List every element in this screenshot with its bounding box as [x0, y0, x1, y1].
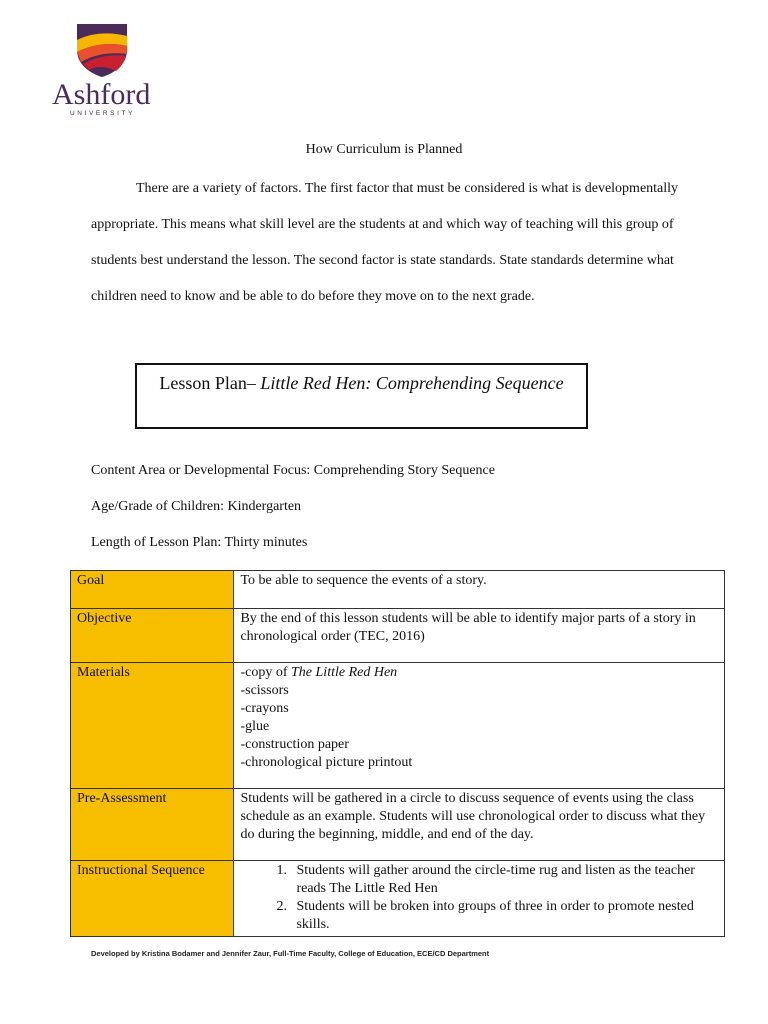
logo-wordmark: Ashford [52, 78, 151, 111]
list-item: -glue [240, 719, 270, 734]
table-row [71, 609, 725, 663]
footer-credit: Developed by Kristina Bodamer and Jennifer Zaur, Full-Time Faculty, College of Education, ECE/CD Department [91, 949, 490, 958]
instructional-steps [240, 862, 718, 934]
lesson-plan-heading [135, 363, 588, 429]
goal-value: To be able to sequence the events of a story. [234, 571, 725, 609]
document-title: How Curriculum is Planned [305, 142, 463, 157]
instructional-sequence-value [234, 861, 725, 937]
intro-paragraph-text: There are a variety of factors. The first factor that must be considered is what is developmentally appropriate. This means what skill level are the students at and which way of teaching will this group of students best understand the lesson. The second factor is state standards. State standards determine what children need to know and be able to do before they move on to the next grade. [91, 181, 679, 304]
list-item [240, 664, 718, 682]
list-item: -crayons [240, 701, 289, 716]
materials-label: Materials [71, 663, 234, 789]
lesson-plan-heading-prefix: Lesson Plan– [159, 373, 261, 393]
pre-assessment-value: Students will be gathered in a circle to discuss sequence of events using the class schedule as an example. Students will use chronological order to discuss what they do during the beginning, middle, and end of the day. [234, 789, 725, 861]
content-area: Content Area or Developmental Focus: Comprehending Story Sequence [91, 463, 495, 478]
lesson-plan-heading-title: Little Red Hen: Comprehending Sequence [260, 373, 564, 393]
instructional-sequence-label: Instructional Sequence [71, 861, 234, 937]
logo-subtitle: UNIVERSITY [70, 110, 136, 117]
shield-icon [75, 22, 129, 78]
list-item: -construction paper [240, 737, 349, 752]
table-row [71, 789, 725, 861]
lesson-length: Length of Lesson Plan: Thirty minutes [91, 535, 308, 550]
table-row [71, 571, 725, 609]
table-row [71, 663, 725, 789]
intro-paragraph [91, 171, 681, 315]
list-item: -scissors [240, 683, 289, 698]
objective-value: By the end of this lesson students will be able to identify major parts of a story in chronological order (TEC, 2016) [234, 609, 725, 663]
table-row [71, 861, 725, 937]
goal-label: Goal [71, 571, 234, 609]
age-grade: Age/Grade of Children: Kindergarten [91, 499, 302, 514]
objective-label: Objective [71, 609, 234, 663]
list-item: 2. Students will be broken into groups of three in order to promote nested skills. [290, 898, 718, 934]
lesson-plan-table [70, 570, 725, 937]
materials-value [234, 663, 725, 789]
material-prefix: -copy of [240, 665, 292, 680]
material-book-title: The Little Red Hen [291, 665, 398, 680]
pre-assessment-label: Pre-Assessment [71, 789, 234, 861]
list-item: -chronological picture printout [240, 755, 413, 770]
list-item: 1. Students will gather around the circle-time rug and listen as the teacher reads The Little Red Hen [290, 862, 718, 898]
ashford-logo [52, 22, 152, 117]
materials-list [240, 664, 718, 772]
